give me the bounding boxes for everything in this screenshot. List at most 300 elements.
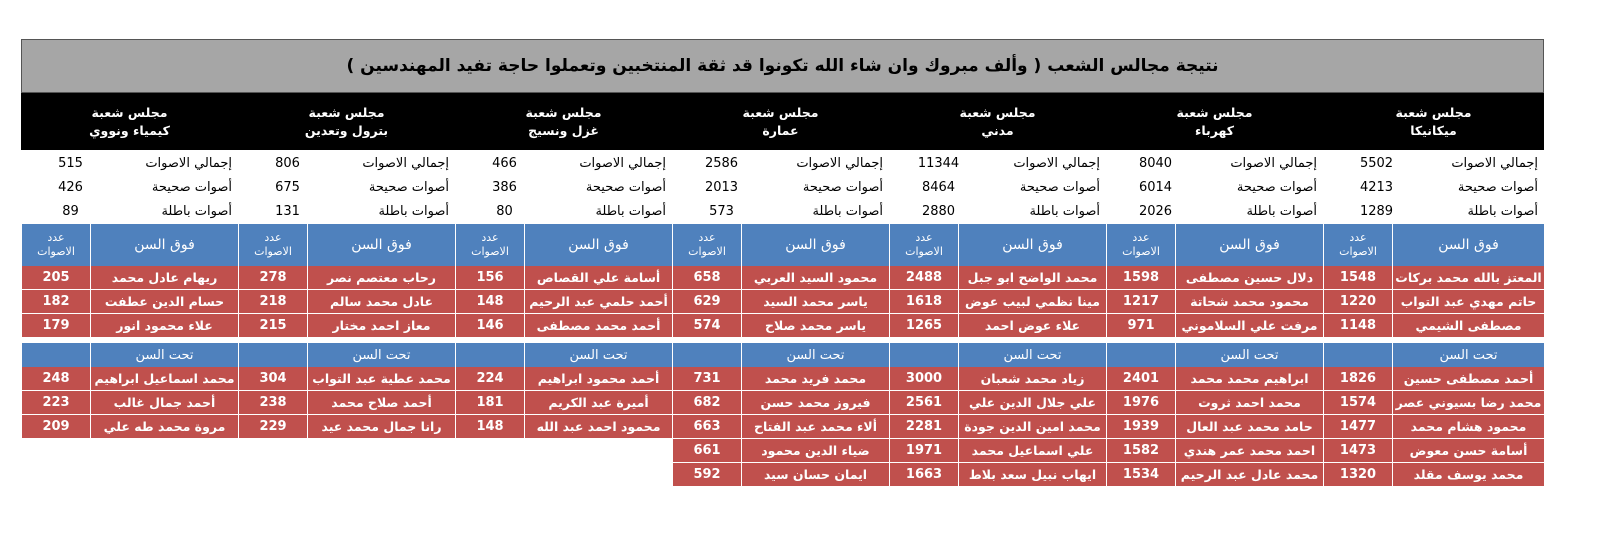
candidate-name: علي جلال الدين علي: [958, 391, 1106, 414]
table-row: [21, 314, 238, 338]
candidate-name: محمد احمد ثروت: [1175, 391, 1323, 414]
division-column: [238, 224, 455, 487]
table-row: [1106, 290, 1323, 314]
candidate-votes: 2281: [889, 415, 958, 438]
division-stats: [21, 150, 238, 224]
candidate-votes: 1826: [1323, 367, 1392, 390]
division-stats: [1323, 150, 1544, 224]
over-age-header: [672, 224, 889, 266]
candidate-votes: 181: [455, 391, 524, 414]
over-age-header: [1106, 224, 1323, 266]
stat-row-invalid: [1323, 199, 1544, 223]
under-age-header: [21, 343, 238, 367]
over-age-label: فوق السن: [1392, 224, 1544, 266]
table-row: [1106, 367, 1323, 391]
division-stats: [455, 150, 672, 224]
stats-row: [21, 150, 1544, 224]
stat-row-valid: [672, 175, 889, 199]
candidate-votes: 1663: [889, 463, 958, 486]
under-age-label: تحت السن: [958, 343, 1106, 367]
under-age-header: [238, 343, 455, 367]
stat-row-total: [1323, 151, 1544, 175]
stat-label: أصوات صحيحة: [802, 179, 883, 195]
under-age-label: تحت السن: [1175, 343, 1323, 367]
candidate-name: علاء عوض احمد: [958, 314, 1106, 337]
table-row: [1323, 463, 1544, 487]
stat-label: إجمالي الاصوات: [145, 155, 232, 171]
candidate-votes: 1976: [1106, 391, 1175, 414]
table-row: [672, 266, 889, 290]
stat-value: 89: [62, 203, 79, 219]
division-stats: [238, 150, 455, 224]
table-row: [1106, 391, 1323, 415]
under-age-label: تحت السن: [307, 343, 455, 367]
candidate-name: حاتم مهدي عبد التواب: [1392, 290, 1544, 313]
stat-row-valid: [21, 175, 238, 199]
candidate-name: أحمد صلاح محمد: [307, 391, 455, 414]
candidate-votes: 238: [238, 391, 307, 414]
candidate-votes: 2488: [889, 266, 958, 289]
table-row: [1106, 463, 1323, 487]
candidate-votes: 215: [238, 314, 307, 337]
table-row: [455, 391, 672, 415]
under-age-header: [1323, 343, 1544, 367]
results-table: [21, 224, 1544, 487]
over-age-label: فوق السن: [90, 224, 238, 266]
votes-spacer: [1106, 343, 1175, 367]
table-row: [21, 367, 238, 391]
candidate-name: أحمد محمد مصطفى: [524, 314, 672, 337]
candidate-votes: 3000: [889, 367, 958, 390]
candidate-votes: 148: [455, 290, 524, 313]
table-row: [1106, 415, 1323, 439]
table-row: [1106, 314, 1323, 338]
table-row: [889, 415, 1106, 439]
table-row: [238, 290, 455, 314]
council-label: مجلس شعبة: [525, 104, 602, 120]
stat-value: 466: [492, 155, 517, 171]
count-label-line2: الاصوات: [471, 245, 509, 258]
table-row: [889, 290, 1106, 314]
table-row: [889, 391, 1106, 415]
over-age-header: [455, 224, 672, 266]
candidate-votes: 1320: [1323, 463, 1392, 486]
under-age-header: [889, 343, 1106, 367]
candidate-votes: 971: [1106, 314, 1175, 337]
stat-row-valid: [455, 175, 672, 199]
stat-label: أصوات باطلة: [1246, 203, 1317, 219]
candidate-name: مصطفى الشيمي: [1392, 314, 1544, 337]
stat-value: 806: [275, 155, 300, 171]
candidate-votes: 248: [21, 367, 90, 390]
stat-label: إجمالي الاصوات: [1013, 155, 1100, 171]
over-age-header: [21, 224, 238, 266]
votes-spacer: [889, 343, 958, 367]
candidate-votes: 629: [672, 290, 741, 313]
stat-label: أصوات باطلة: [812, 203, 883, 219]
candidate-name: محمد الواضح ابو جبل: [958, 266, 1106, 289]
stat-label: إجمالي الاصوات: [796, 155, 883, 171]
stat-value: 5502: [1359, 155, 1394, 171]
table-row: [672, 415, 889, 439]
division-header: [1323, 93, 1544, 150]
stat-value: 386: [492, 179, 517, 195]
candidate-name: أحمد جمال غالب: [90, 391, 238, 414]
under-age-header: [672, 343, 889, 367]
candidate-votes: 1598: [1106, 266, 1175, 289]
division-header: [672, 93, 889, 150]
candidate-name: محمود محمد شحاتة: [1175, 290, 1323, 313]
stat-label: أصوات صحيحة: [1457, 179, 1538, 195]
table-row: [889, 463, 1106, 487]
division-column: [672, 224, 889, 487]
count-label-line1: عدد: [1349, 231, 1367, 244]
council-label: مجلس شعبة: [1395, 104, 1472, 120]
table-row: [455, 314, 672, 338]
candidate-votes: 1574: [1323, 391, 1392, 414]
votes-count-header: [889, 224, 958, 266]
page-title: نتيجة مجالس الشعب ( وألف مبروك وان شاء الله تكونوا قد ثقة المنتخبين وتعملوا حاجة تفيد المهندسين ): [21, 39, 1544, 93]
table-row: [1323, 367, 1544, 391]
over-age-header: [889, 224, 1106, 266]
candidate-votes: 1148: [1323, 314, 1392, 337]
candidate-votes: 1217: [1106, 290, 1175, 313]
candidate-votes: 1265: [889, 314, 958, 337]
division-header-row: [21, 93, 1544, 150]
votes-count-header: [1323, 224, 1392, 266]
candidate-name: أسامة حسن معوض: [1392, 439, 1544, 462]
division-name: كيمياء ونووي: [89, 122, 170, 138]
table-row: [238, 314, 455, 338]
over-age-header: [238, 224, 455, 266]
table-row: [1106, 439, 1323, 463]
candidate-votes: 148: [455, 415, 524, 438]
division-column: [1323, 224, 1544, 487]
candidate-votes: 182: [21, 290, 90, 313]
division-name: بترول وتعدين: [304, 122, 389, 138]
table-row: [889, 266, 1106, 290]
division-column: [21, 224, 238, 487]
stat-row-invalid: [455, 199, 672, 223]
count-label-line1: عدد: [1132, 231, 1150, 244]
council-label: مجلس شعبة: [91, 104, 168, 120]
stat-row-total: [889, 151, 1106, 175]
candidate-name: ياسر محمد السيد: [741, 290, 889, 313]
candidate-name: رحاب معتصم نصر: [307, 266, 455, 289]
table-row: [455, 290, 672, 314]
votes-count-header: [238, 224, 307, 266]
over-age-label: فوق السن: [741, 224, 889, 266]
stat-label: إجمالي الاصوات: [1230, 155, 1317, 171]
division-stats: [672, 150, 889, 224]
stat-row-total: [672, 151, 889, 175]
division-name: ميكانيكا: [1410, 122, 1457, 138]
candidate-votes: 2401: [1106, 367, 1175, 390]
candidate-votes: 179: [21, 314, 90, 337]
candidate-name: محمود هشام محمد: [1392, 415, 1544, 438]
division-name: مدني: [981, 122, 1014, 138]
candidate-votes: 1582: [1106, 439, 1175, 462]
division-stats: [889, 150, 1106, 224]
table-row: [889, 314, 1106, 338]
candidate-name: مينا نظمي لبيب عوض: [958, 290, 1106, 313]
candidate-name: علي اسماعيل محمد: [958, 439, 1106, 462]
table-row: [21, 391, 238, 415]
stat-label: أصوات باطلة: [161, 203, 232, 219]
division-stats: [1106, 150, 1323, 224]
candidate-name: محمد عطية عبد التواب: [307, 367, 455, 390]
candidate-name: محمد اسماعيل ابراهيم: [90, 367, 238, 390]
count-label-line2: الاصوات: [1339, 245, 1377, 258]
candidate-name: فيروز محمد حسن: [741, 391, 889, 414]
candidate-votes: 209: [21, 415, 90, 438]
candidate-name: أحمد حلمي عبد الرحيم: [524, 290, 672, 313]
stat-label: أصوات صحيحة: [151, 179, 232, 195]
table-row: [238, 391, 455, 415]
table-row: [672, 290, 889, 314]
stat-value: 2880: [921, 203, 956, 219]
division-header: [455, 93, 672, 150]
stat-value: 80: [496, 203, 513, 219]
count-label-line2: الاصوات: [1122, 245, 1160, 258]
stat-value: 4213: [1359, 179, 1394, 195]
candidate-votes: 1548: [1323, 266, 1392, 289]
over-age-label: فوق السن: [1175, 224, 1323, 266]
stat-value: 6014: [1138, 179, 1173, 195]
table-row: [21, 415, 238, 439]
votes-spacer: [455, 343, 524, 367]
candidate-votes: 156: [455, 266, 524, 289]
stat-row-total: [1106, 151, 1323, 175]
division-column: [889, 224, 1106, 487]
candidate-votes: 304: [238, 367, 307, 390]
division-header: [238, 93, 455, 150]
table-row: [455, 367, 672, 391]
stat-row-valid: [1323, 175, 1544, 199]
candidate-votes: 1534: [1106, 463, 1175, 486]
stat-label: أصوات صحيحة: [368, 179, 449, 195]
candidate-name: ألاء محمد عبد الفتاح: [741, 415, 889, 438]
candidate-votes: 1971: [889, 439, 958, 462]
count-label-line2: الاصوات: [905, 245, 943, 258]
stat-label: أصوات باطلة: [595, 203, 666, 219]
count-label-line1: عدد: [481, 231, 499, 244]
table-row: [672, 463, 889, 487]
candidate-name: محمد يوسف مقلد: [1392, 463, 1544, 486]
candidate-name: زياد محمد شعبان: [958, 367, 1106, 390]
candidate-votes: 278: [238, 266, 307, 289]
votes-count-header: [1106, 224, 1175, 266]
candidate-votes: 682: [672, 391, 741, 414]
candidate-name: محمود احمد عبد الله: [524, 415, 672, 438]
division-name: غزل ونسيج: [528, 122, 599, 138]
candidate-votes: 1939: [1106, 415, 1175, 438]
votes-spacer: [238, 343, 307, 367]
candidate-name: المعتز بالله محمد بركات: [1392, 266, 1544, 289]
candidate-votes: 1473: [1323, 439, 1392, 462]
candidate-votes: 731: [672, 367, 741, 390]
candidate-name: مروة محمد طه علي: [90, 415, 238, 438]
table-row: [238, 266, 455, 290]
division-header: [1106, 93, 1323, 150]
candidate-votes: 1220: [1323, 290, 1392, 313]
candidate-name: محمد امين الدين جودة: [958, 415, 1106, 438]
stat-value: 1289: [1359, 203, 1394, 219]
table-row: [672, 367, 889, 391]
votes-spacer: [21, 343, 90, 367]
votes-count-header: [21, 224, 90, 266]
stat-row-invalid: [238, 199, 455, 223]
stat-row-total: [238, 151, 455, 175]
candidate-votes: 224: [455, 367, 524, 390]
count-label-line1: عدد: [915, 231, 933, 244]
stat-label: أصوات باطلة: [1467, 203, 1538, 219]
candidate-name: مرفت علي السلاموني: [1175, 314, 1323, 337]
candidate-name: علاء محمود انور: [90, 314, 238, 337]
table-row: [672, 314, 889, 338]
candidate-name: احمد محمد عمر هندي: [1175, 439, 1323, 462]
table-row: [1323, 266, 1544, 290]
table-row: [889, 367, 1106, 391]
count-label-line1: عدد: [47, 231, 65, 244]
division-column: [455, 224, 672, 487]
under-age-label: تحت السن: [741, 343, 889, 367]
candidate-name: حسام الدين عطفت: [90, 290, 238, 313]
table-row: [455, 266, 672, 290]
division-name: كهرباء: [1194, 122, 1235, 138]
stat-label: إجمالي الاصوات: [579, 155, 666, 171]
stat-value: 11344: [917, 155, 960, 171]
stat-label: أصوات صحيحة: [585, 179, 666, 195]
candidate-name: ياسر محمد صلاح: [741, 314, 889, 337]
votes-spacer: [1323, 343, 1392, 367]
division-name: عمارة: [762, 122, 799, 138]
stat-row-invalid: [1106, 199, 1323, 223]
stat-row-invalid: [21, 199, 238, 223]
under-age-header: [1106, 343, 1323, 367]
stat-value: 131: [275, 203, 300, 219]
candidate-votes: 574: [672, 314, 741, 337]
stat-value: 573: [709, 203, 734, 219]
stat-row-total: [21, 151, 238, 175]
table-row: [1323, 415, 1544, 439]
stat-label: أصوات صحيحة: [1019, 179, 1100, 195]
stat-row-invalid: [672, 199, 889, 223]
candidate-votes: 661: [672, 439, 741, 462]
division-header: [889, 93, 1106, 150]
candidate-name: أسامة علي القصاص: [524, 266, 672, 289]
candidate-name: معاز احمد مختار: [307, 314, 455, 337]
candidate-votes: 1477: [1323, 415, 1392, 438]
over-age-header: [1323, 224, 1544, 266]
table-row: [672, 439, 889, 463]
candidate-votes: 205: [21, 266, 90, 289]
candidate-name: رانا جمال محمد عيد: [307, 415, 455, 438]
stat-value: 2013: [704, 179, 739, 195]
table-row: [1323, 391, 1544, 415]
stat-value: 8040: [1138, 155, 1173, 171]
candidate-votes: 218: [238, 290, 307, 313]
count-label-line2: الاصوات: [688, 245, 726, 258]
table-row: [455, 415, 672, 439]
candidate-name: عادل محمد سالم: [307, 290, 455, 313]
candidate-name: محمود السيد العربي: [741, 266, 889, 289]
candidate-name: ابراهيم محمد محمد: [1175, 367, 1323, 390]
stat-value: 675: [275, 179, 300, 195]
stat-row-total: [455, 151, 672, 175]
table-row: [21, 266, 238, 290]
over-age-label: فوق السن: [307, 224, 455, 266]
under-age-label: تحت السن: [524, 343, 672, 367]
table-row: [1323, 290, 1544, 314]
count-label-line2: الاصوات: [254, 245, 292, 258]
count-label-line1: عدد: [264, 231, 282, 244]
candidate-votes: 663: [672, 415, 741, 438]
table-row: [1106, 266, 1323, 290]
candidate-name: ايهاب نبيل سعد بلاط: [958, 463, 1106, 486]
candidate-name: محمد فريد محمد: [741, 367, 889, 390]
under-age-label: تحت السن: [1392, 343, 1544, 367]
over-age-label: فوق السن: [958, 224, 1106, 266]
stat-label: إجمالي الاصوات: [1451, 155, 1538, 171]
stat-label: أصوات باطلة: [1029, 203, 1100, 219]
table-row: [238, 367, 455, 391]
division-column: [1106, 224, 1323, 487]
count-label-line1: عدد: [698, 231, 716, 244]
votes-count-header: [455, 224, 524, 266]
stat-row-valid: [1106, 175, 1323, 199]
votes-spacer: [672, 343, 741, 367]
table-row: [889, 439, 1106, 463]
stat-value: 426: [58, 179, 83, 195]
stat-value: 8464: [921, 179, 956, 195]
stat-label: أصوات باطلة: [378, 203, 449, 219]
candidate-name: دلال حسين مصطفى: [1175, 266, 1323, 289]
stat-label: إجمالي الاصوات: [362, 155, 449, 171]
division-header: [21, 93, 238, 150]
council-label: مجلس شعبة: [742, 104, 819, 120]
candidate-votes: 229: [238, 415, 307, 438]
candidate-name: ريهام عادل محمد: [90, 266, 238, 289]
count-label-line2: الاصوات: [37, 245, 75, 258]
candidate-name: أحمد مصطفى حسين: [1392, 367, 1544, 390]
table-row: [672, 391, 889, 415]
stat-row-valid: [238, 175, 455, 199]
stat-value: 515: [58, 155, 83, 171]
table-row: [1323, 439, 1544, 463]
stat-value: 2026: [1138, 203, 1173, 219]
under-age-label: تحت السن: [90, 343, 238, 367]
candidate-name: ايمان حسان سيد: [741, 463, 889, 486]
stat-row-valid: [889, 175, 1106, 199]
votes-count-header: [672, 224, 741, 266]
candidate-name: ضياء الدين محمود: [741, 439, 889, 462]
under-age-header: [455, 343, 672, 367]
candidate-name: محمد رضا بسيوني عصر: [1392, 391, 1544, 414]
council-label: مجلس شعبة: [308, 104, 385, 120]
table-row: [1323, 314, 1544, 338]
over-age-label: فوق السن: [524, 224, 672, 266]
candidate-votes: 1618: [889, 290, 958, 313]
candidate-name: حامد محمد عبد العال: [1175, 415, 1323, 438]
candidate-name: أحمد محمود ابراهيم: [524, 367, 672, 390]
stat-value: 2586: [704, 155, 739, 171]
candidate-votes: 223: [21, 391, 90, 414]
table-row: [21, 290, 238, 314]
stat-row-invalid: [889, 199, 1106, 223]
candidate-name: أميرة عبد الكريم: [524, 391, 672, 414]
council-label: مجلس شعبة: [959, 104, 1036, 120]
